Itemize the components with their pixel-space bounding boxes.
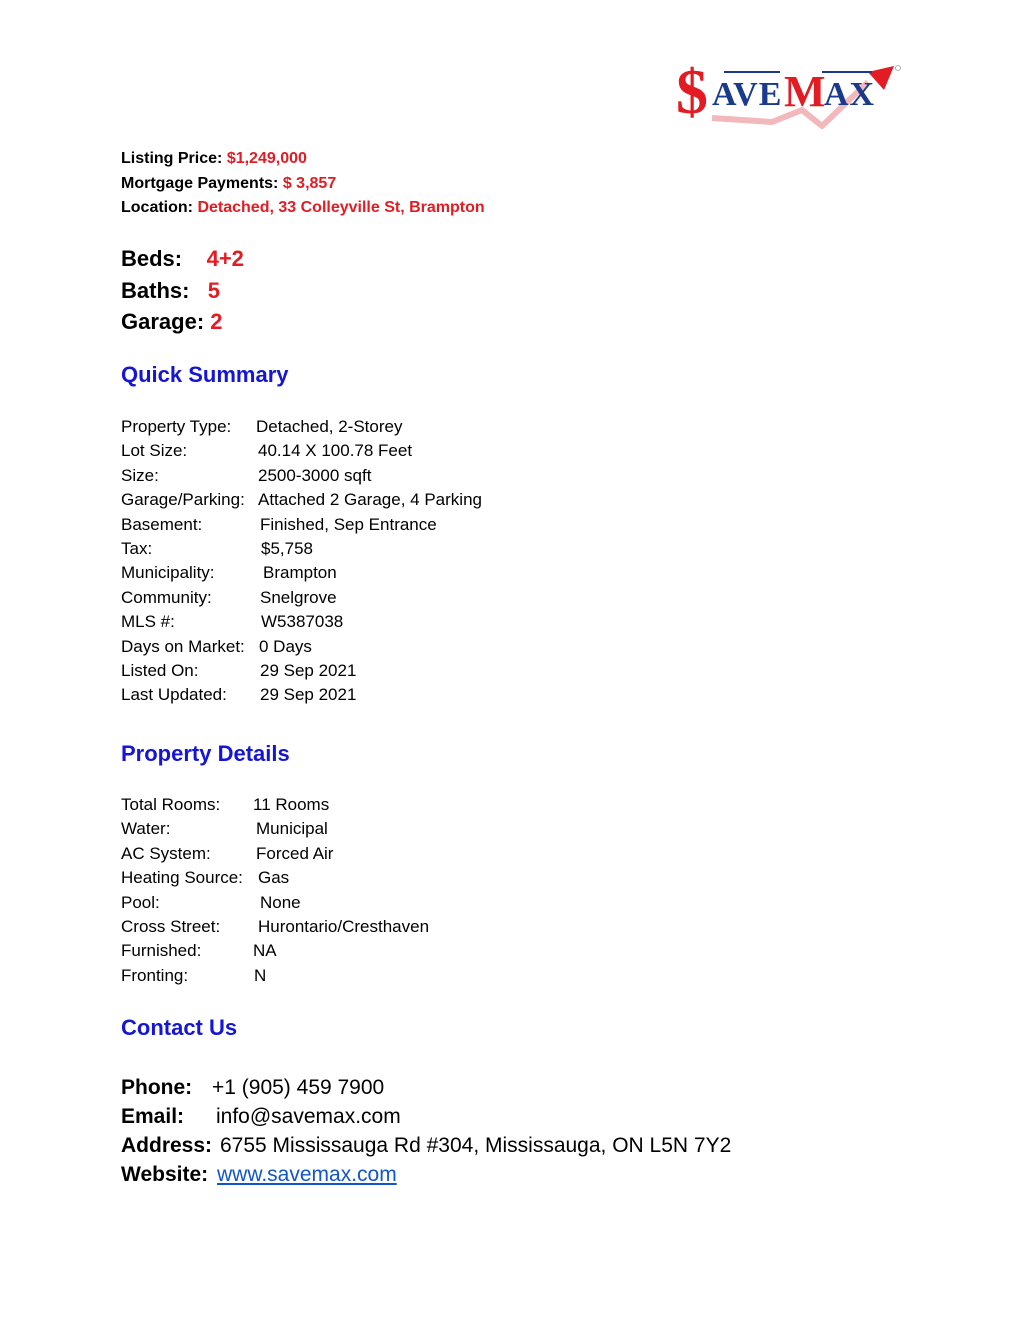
row-key: Cross Street: bbox=[121, 916, 221, 936]
row-key: Fronting: bbox=[121, 965, 189, 985]
baths-value: 5 bbox=[207, 277, 221, 303]
quick-summary-title: Quick Summary bbox=[121, 362, 289, 387]
baths-label: Baths: bbox=[121, 277, 190, 303]
beds-row bbox=[121, 243, 244, 275]
logo-ax: AX bbox=[824, 76, 876, 113]
row-key: Days on Market: bbox=[121, 636, 245, 656]
highlights bbox=[121, 243, 244, 338]
row-value: $5,758 bbox=[261, 538, 313, 558]
row-key: Lot Size: bbox=[121, 441, 188, 461]
logo-dollar: $ bbox=[676, 56, 708, 127]
mortgage-row bbox=[121, 172, 485, 197]
row-value: 29 Sep 2021 bbox=[260, 660, 357, 680]
address-label: Address: bbox=[121, 1134, 213, 1157]
row-value: Hurontario/Cresthaven bbox=[258, 916, 430, 936]
row-key: AC System: bbox=[121, 843, 211, 863]
row-key: Size: bbox=[121, 465, 159, 485]
row-value: Forced Air bbox=[256, 843, 334, 863]
email-label: Email: bbox=[121, 1105, 185, 1128]
row-value: Brampton bbox=[263, 563, 337, 583]
row-key: Garage/Parking: bbox=[121, 490, 245, 510]
phone-label: Phone: bbox=[121, 1076, 193, 1099]
row-key: Last Updated: bbox=[121, 685, 227, 705]
row-value: NA bbox=[253, 941, 277, 961]
logo-ave: AVE bbox=[712, 76, 783, 113]
row-key: Property Type: bbox=[121, 417, 232, 436]
listing-info bbox=[121, 147, 485, 221]
mortgage-value: $ 3,857 bbox=[282, 174, 337, 192]
listing-price-value: $1,249,000 bbox=[226, 150, 307, 167]
location-row bbox=[121, 196, 485, 221]
logo-m: M bbox=[784, 67, 826, 116]
row-value: W5387038 bbox=[261, 612, 344, 632]
garage-value: 2 bbox=[210, 309, 223, 334]
listing-price-row bbox=[121, 147, 485, 172]
website-link[interactable]: www.savemax.com bbox=[217, 1163, 397, 1186]
row-key: Furnished: bbox=[121, 941, 202, 961]
row-key: Community: bbox=[121, 587, 212, 607]
row-key: Tax: bbox=[121, 538, 153, 558]
property-details-title: Property Details bbox=[121, 741, 290, 766]
row-value: Municipal bbox=[256, 819, 328, 839]
row-value: None bbox=[260, 892, 301, 912]
row-value: Finished, Sep Entrance bbox=[260, 514, 437, 534]
row-key: Listed On: bbox=[121, 660, 199, 680]
row-value: Gas bbox=[258, 868, 290, 888]
row-value: N bbox=[254, 965, 267, 985]
phone-value: +1 (905) 459 7900 bbox=[212, 1076, 385, 1099]
listing-price-label: Listing Price: bbox=[121, 150, 223, 167]
row-value: Attached 2 Garage, 4 Parking bbox=[258, 490, 482, 510]
address-value: 6755 Mississauga Rd #304, Mississauga, ON L5N 7Y2 bbox=[220, 1134, 732, 1157]
contact-us-title: Contact Us bbox=[121, 1015, 238, 1040]
row-value: 11 Rooms bbox=[253, 795, 330, 814]
website-label: Website: bbox=[121, 1163, 209, 1186]
garage-label: Garage: bbox=[121, 309, 205, 334]
row-value: Detached, 2-Storey bbox=[256, 417, 403, 436]
mortgage-label: Mortgage Payments: bbox=[121, 174, 279, 192]
row-value: 29 Sep 2021 bbox=[260, 685, 357, 705]
row-key: MLS #: bbox=[121, 612, 175, 632]
location-value: Detached, 33 Colleyville St, Brampton bbox=[197, 199, 485, 216]
row-key: Municipality: bbox=[121, 563, 215, 583]
beds-label: Beds: bbox=[121, 246, 183, 271]
email-value: info@savemax.com bbox=[216, 1105, 401, 1128]
row-key: Total Rooms: bbox=[121, 795, 221, 814]
row-key: Heating Source: bbox=[121, 868, 243, 888]
garage-row bbox=[121, 306, 244, 338]
row-value: 40.14 X 100.78 Feet bbox=[258, 441, 413, 461]
row-value: Snelgrove bbox=[260, 587, 337, 607]
row-value: 0 Days bbox=[259, 636, 312, 656]
savemax-logo bbox=[672, 56, 904, 140]
row-key: Basement: bbox=[121, 514, 203, 534]
baths-row bbox=[121, 275, 244, 307]
row-key: Water: bbox=[121, 819, 171, 839]
beds-value: 4+2 bbox=[206, 246, 244, 271]
row-key: Pool: bbox=[121, 892, 160, 912]
row-value: 2500-3000 sqft bbox=[258, 465, 372, 485]
location-label: Location: bbox=[121, 199, 193, 216]
